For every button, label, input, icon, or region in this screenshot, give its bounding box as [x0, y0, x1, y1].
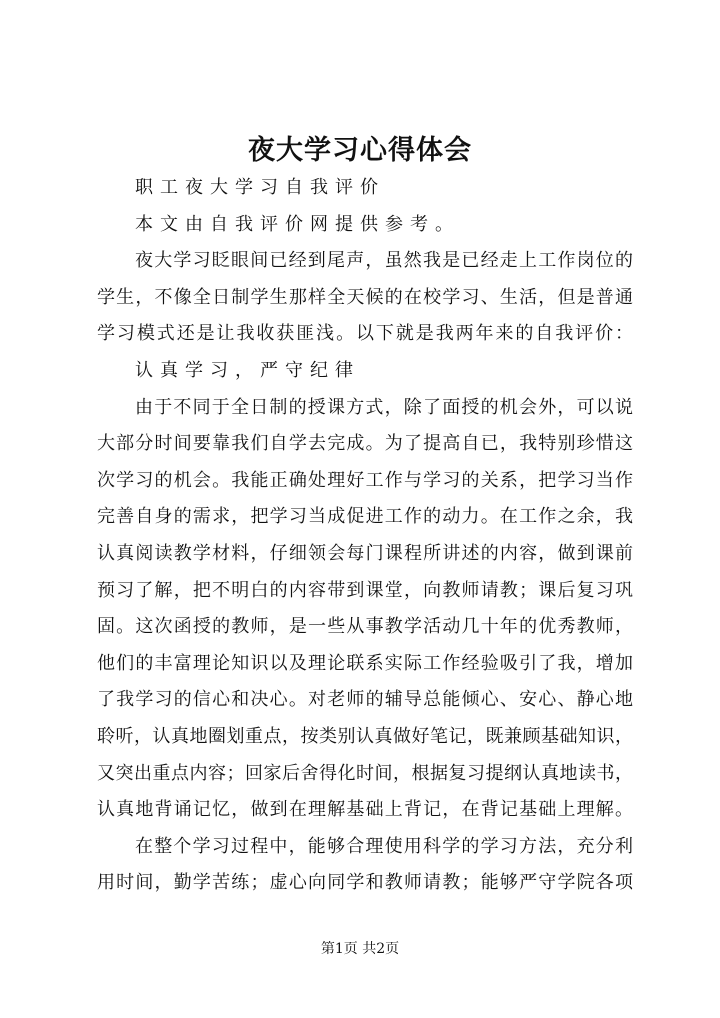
text-line: 学习模式还是让我收获匪浅。以下就是我两年来的自我评价：	[97, 323, 633, 345]
page-footer: 第1页 共2页	[320, 941, 400, 957]
text-line: 固。这次函授的教师，是一些从事教学活动几十年的优秀教师，	[97, 616, 633, 638]
text-line: 大部分时间要靠我们自学去完成。为了提高自已，我特别珍惜这	[97, 433, 633, 455]
text-line: 用时间，勤学苦练；虚心向同学和教师请教；能够严守学院各项	[97, 872, 633, 894]
paragraph	[97, 207, 633, 244]
text-line: 学生，不像全日制学生那样全天候的在校学习、生活，但是普通	[97, 286, 633, 308]
text-line: 由于不同于全日制的授课方式，除了面授的机会外，可以说	[135, 396, 633, 418]
text-line: 在整个学习过程中，能够合理使用科学的学习方法，充分利	[135, 835, 633, 857]
text-line: 本文由自我评价网提供参考。	[135, 213, 460, 235]
text-line: 职工夜大学习自我评价	[135, 177, 385, 198]
paragraph	[97, 390, 633, 829]
text-line: 夜大学习眨眼间已经到尾声，虽然我是已经走上工作岗位的	[135, 250, 633, 272]
document-body	[97, 170, 633, 902]
paragraph	[97, 829, 633, 902]
text-line: 认真学习，严守纪律	[135, 359, 360, 381]
text-line: 次学习的机会。我能正确处理好工作与学习的关系，把学习当作	[97, 469, 633, 491]
text-line: 认真阅读教学材料，仔细领会每门课程所讲述的内容，做到课前	[97, 542, 633, 564]
paragraph	[97, 170, 633, 207]
text-line: 聆听，认真地圈划重点，按类别认真做好笔记，既兼顾基础知识，	[97, 725, 633, 747]
text-line: 完善自身的需求，把学习当成促进工作的动力。在工作之余，我	[97, 506, 633, 528]
paragraph	[97, 243, 633, 353]
text-line: 他们的丰富理论知识以及理论联系实际工作经验吸引了我，增加	[97, 652, 633, 674]
paragraph	[97, 353, 633, 390]
document-title: 夜大学习心得体会	[248, 135, 472, 166]
text-line: 认真地背诵记忆，做到在理解基础上背记，在背记基础上理解。	[97, 799, 633, 821]
text-line: 预习了解，把不明白的内容带到课堂，向教师请教；课后复习巩	[97, 579, 633, 601]
text-line: 了我学习的信心和决心。对老师的辅导总能倾心、安心、静心地	[97, 689, 633, 711]
text-line: 又突出重点内容；回家后舍得化时间，根据复习提纲认真地读书，	[97, 762, 633, 784]
